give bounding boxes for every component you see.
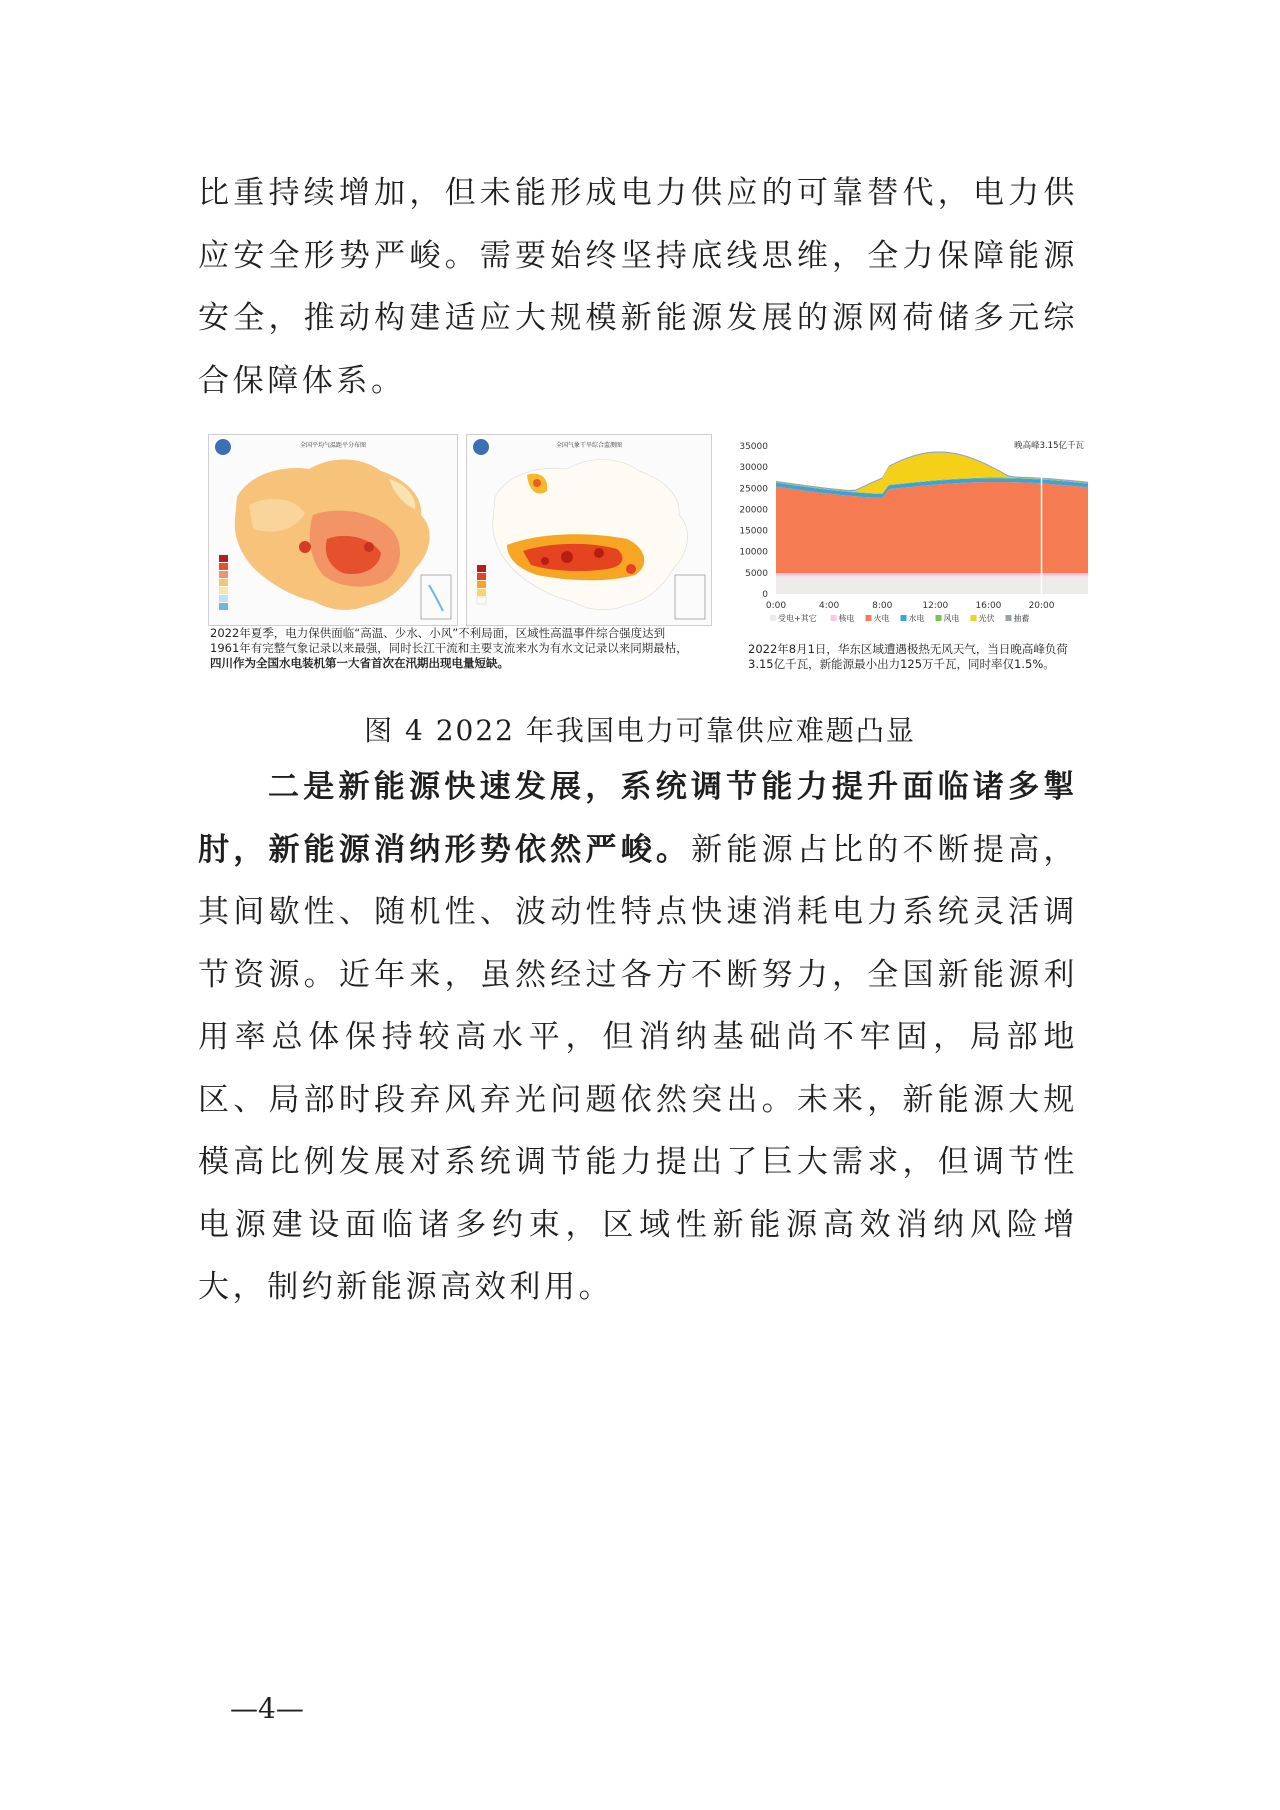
x-tick-label: 0:00 (765, 601, 787, 611)
map-caption-line-3: 四川作为全国水电装机第一大省首次在汛期出现电量短缺。 (210, 656, 509, 670)
y-tick-label: 0 (762, 590, 768, 600)
chart-caption-line-1: 2022年8月1日，华东区域遭遇极热无风天气，当日晚高峰负荷 (748, 642, 1068, 656)
chart-caption (748, 642, 1098, 672)
x-tick-label: 16:00 (975, 601, 1002, 611)
x-tick-label: 8:00 (872, 601, 893, 611)
east-china-load-chart (726, 428, 1106, 628)
figure-title: 图 4 2022 年我国电力可靠供应难题凸显 (364, 714, 916, 747)
y-tick-label: 25000 (739, 484, 768, 495)
x-tick-label: 12:00 (922, 601, 949, 611)
map-caption-line-1: 2022年夏季，电力保供面临“高温、少水、小风”不利局面，区域性高温事件综合强度达到 (210, 626, 666, 640)
legend-label: 风电 (943, 614, 960, 623)
legend-label: 受电+其它 (778, 614, 817, 623)
cma-logo-icon (215, 439, 231, 455)
area-chart (726, 428, 1106, 628)
paragraph-2-lead: 二是新能源快速发展，系统调节能力提升面临诸多掣肘，新能源消纳形势依然严峻。 (198, 769, 1078, 868)
x-tick-label: 4:00 (818, 601, 840, 611)
paragraph-2-body: 新能源占比的不断提高，其间歇性、随机性、波动性特点快速消耗电力系统灵活调节资源。近年来，虽然经过各方不断努力，全国新能源利用率总体保持较高水平，但消纳基础尚不牢固，局部地区、局部时段弃风弃光问题依然突出。未来，新能源大规模高比例发展对系统调节能力提出了巨大需求，但调节性电源建设面临诸多约束，区域性新能源高效消纳风险增大，制约新能源高效利用。 (198, 831, 1078, 1305)
legend-swatch (831, 615, 837, 621)
body-paragraph-2 (198, 756, 1078, 1319)
map-caption-line-2: 1961年有完整气象记录以来最强，同时长江干流和主要支流来水为有水文记录以来同期最枯， (210, 641, 688, 655)
drought-monitor-map (466, 434, 712, 626)
map-right-title: 全国气象干旱综合监测图 (555, 442, 623, 449)
chart-caption-line-2: 3.15亿千瓦，新能源最小出力125万千瓦，同时率仅1.5%。 (748, 657, 1055, 671)
body-paragraph-1: 比重持续增加，但未能形成电力供应的可靠替代，电力供应安全形势严峻。需要始终坚持底线思维，全力保障能源安全，推动构建适应大规模新能源发展的源网荷储多元综合保障体系。 (198, 175, 1078, 399)
drought-map-graphic (467, 435, 711, 625)
legend-label: 核电 (838, 614, 855, 623)
y-tick-label: 5000 (745, 568, 768, 579)
legend-label: 水电 (908, 614, 925, 623)
temperature-map-graphic (209, 435, 457, 625)
legend-label: 抽蓄 (1013, 614, 1030, 623)
legend-swatch (901, 615, 907, 621)
temperature-anomaly-map (208, 434, 458, 626)
y-tick-label: 30000 (739, 463, 768, 474)
x-tick-label: 20:00 (1028, 601, 1055, 611)
legend-swatch (936, 615, 942, 621)
figure-4 (200, 428, 1100, 678)
y-tick-label: 10000 (739, 547, 768, 558)
peak-annotation: 晚高峰3.15亿千瓦 (1014, 441, 1084, 451)
y-tick-label: 20000 (739, 505, 768, 516)
legend-label: 火电 (873, 614, 890, 623)
cma-logo-icon (473, 439, 489, 455)
legend-swatch (1006, 615, 1012, 621)
legend-swatch (866, 615, 872, 621)
y-tick-label: 15000 (739, 526, 768, 537)
page-number: —4— (230, 1692, 304, 1725)
map-caption (210, 626, 720, 671)
legend-label: 光伏 (978, 614, 995, 623)
legend-swatch (971, 615, 977, 621)
y-tick-label: 35000 (739, 442, 768, 452)
legend-swatch (770, 615, 776, 621)
map-left-title: 全国平均气温距平分布图 (299, 442, 367, 449)
